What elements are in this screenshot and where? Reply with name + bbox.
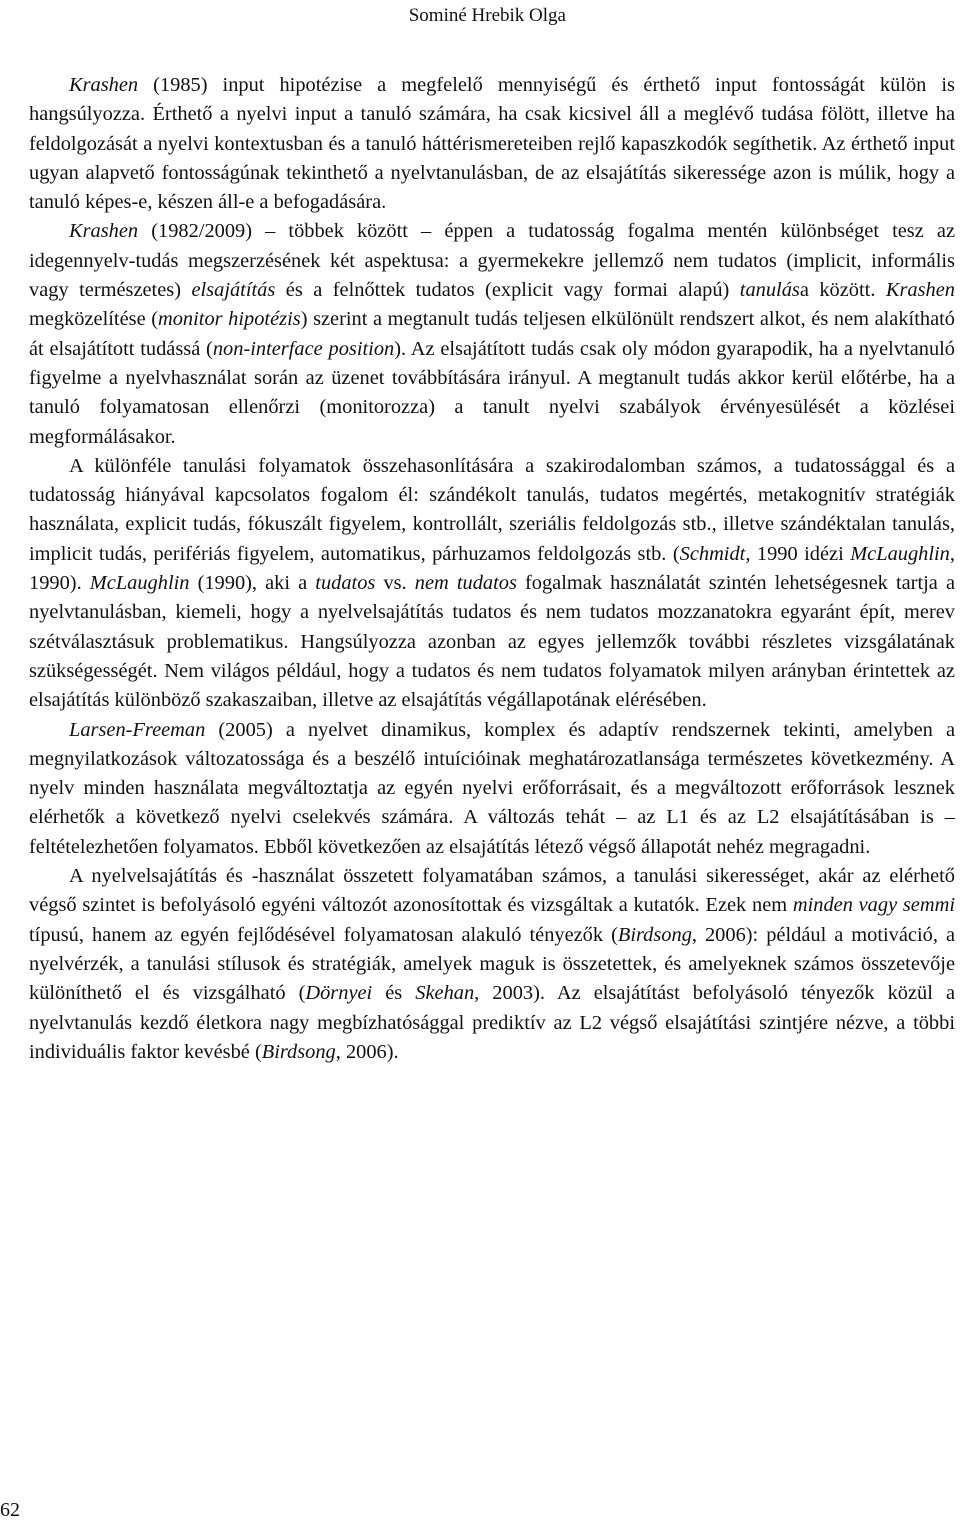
text-run: és	[372, 982, 416, 1005]
italic-text: elsajátítás	[191, 279, 276, 302]
italic-text: Krashen	[69, 220, 139, 243]
italic-text: Krashen	[885, 279, 955, 302]
italic-text: Krashen	[69, 74, 139, 96]
body-text	[29, 71, 955, 1067]
text-run: típusú, hanem az egyén fejlődésével folyamatosan alakuló tényezők (	[29, 923, 618, 946]
text-run: megközelítése (	[29, 308, 159, 331]
running-header: Sominé Hrebik Olga	[408, 5, 566, 26]
text-run: (1990), aki a	[189, 572, 316, 595]
text-run: , 1990 idézi	[745, 542, 851, 565]
italic-text: Birdsong	[617, 923, 692, 946]
paragraph-3	[29, 452, 955, 716]
text-run: , 2006): például a motiváció, a nyelvérzék, a tanulási stílusok és stratégiák, amelyek maguk is összetettek, és amelyeknek számos összetevője különíthető el és vizsgálható (	[29, 923, 955, 1005]
text-run: , 2006).	[335, 1040, 399, 1063]
italic-text: McLaughlin	[89, 572, 190, 595]
italic-text: Skehan	[415, 982, 475, 1005]
italic-text: minden vagy semmi	[792, 894, 955, 917]
text-run: ) szerint a megtanult tudás teljesen elkülönült rendszert alkot, és nem alakítható át elsajátított tudássá (	[29, 308, 955, 360]
italic-text: monitor hipotézis	[158, 308, 301, 331]
text-run: ). Az elsajátított tudás csak oly módon gyarapodik, ha a nyelvtanuló figyelme a nyelvhasználat során az üzenet továbbítására irányul. A megtanult tudás akkor kerül előtérbe, ha a tanuló folyamatosan ellenőrzi (monitorozza) a tanult nyelvi szabályok érvényesülését a közlései megformálásakor.	[29, 337, 955, 448]
text-run: vs.	[375, 572, 415, 595]
text-run: -	[125, 718, 133, 741]
paragraph-4	[29, 716, 955, 862]
text-run: fogalmak használatát szintén lehetségesnek tartja a nyelvtanulásban, kiemeli, hogy a nyelvelsajátítás tudatos és nem tudatos mozzanatokra egyaránt épít, merev szétválasztásuk problematikus. Hangsúlyozza azonban az egyes jellemzők további részletes vizsgálatának szükségességét. Nem világos például, hogy a tudatos és nem tudatos folyamatok milyen arányban érintettek az elsajátítás különböző szakaszaiban, illetve az elsajátítás végállapotának elérésében.	[29, 572, 956, 712]
italic-text: Schmidt	[679, 542, 746, 565]
italic-text: Larsen	[69, 718, 126, 741]
text-run: A nyelvelsajátítás és -használat összetett folyamatában számos, a tanulási sikerességet, akár az elérhető végső szintet is befolyásoló egyéni változót azonosítottak és vizsgáltak a kutatók. Ezek nem	[29, 865, 955, 917]
text-run: (1982/2009) – többek között – éppen a tudatosság fogalma mentén különbséget tesz az idegennyelv-tudás megszerzésének két aspektusa: a gyermekekre jellemző nem tudatos (implicit, informális vagy természetes)	[29, 220, 955, 302]
italic-text: McLaughlin	[850, 542, 950, 565]
text-run: A különféle tanulási folyamatok összehasonlítására a szakirodalomban számos, a tudatossággal és a tudatosság hiányával kapcsolatos fogalom él: szándékolt tanulás, tudatos megértés, metakognitív stratégiák használata, explicit tudás, fókuszált figyelem, kontrollált, szeriális feldolgozás stb., illetve szándéktalan tanulás, implicit tudás, perifériás figyelem, automatikus, párhuzamos feldolgozás stb. (	[29, 454, 955, 565]
italic-text: nem tudatos	[414, 572, 517, 595]
italic-text: tudatos	[315, 572, 376, 595]
italic-text: tanulás	[739, 279, 800, 302]
text-run: , 2003). Az elsajátítást befolyásoló tényezők közül a nyelvtanulás kezdő életkora nagy megbízhatósággal prediktív az L2 végső elsajátítási szintjére nézve, a többi individuális faktor kevésbé (	[29, 982, 955, 1063]
italic-text: Freeman	[132, 718, 206, 741]
paragraph-1	[29, 71, 955, 217]
paragraph-5	[29, 862, 955, 1067]
text-run: , 1990).	[29, 542, 955, 595]
page-number: 62	[0, 1499, 20, 1521]
text-run: (1985) input hipotézise a megfelelő mennyiségű és érthető input fontosságát külön is hangsúlyozza. Érthető a nyelvi input a tanuló számára, ha csak kicsivel áll a meglévő tudása fölött, illetve ha feldolgozását a nyelvi kontextusban és a tanuló háttérismereteiben rejlő kapaszkodók segíthetik. Az érthető input ugyan alapvető fontosságúnak tekinthető a nyelvtanulásban, de az elsajátítás sikeressége azon is múlik, hogy a tanuló képes-e, készen áll-e a befogadására.	[29, 74, 955, 214]
italic-text: Dörnyei	[305, 982, 373, 1005]
text-run: és a felnőttek tudatos (explicit vagy formai alapú)	[275, 279, 740, 302]
text-run: (2005) a nyelvet dinamikus, komplex és adaptív rendszernek tekinti, amelyben a megnyilatkozások változatossága és a beszélő intuícióinak meghatározatlansága természetes következmény. A nyelv minden használata megváltoztatja az egyén nyelvi erőforrásait, és a megváltozott erőforrások lesznek elérhetők a következő nyelvi cselekvés számára. A változás tehát – az L1 és az L2 elsajátításában is – feltételezhetően folyamatos. Ebből következően az elsajátítás létező végső állapotát nehéz megragadni.	[29, 718, 955, 858]
paragraph-2	[29, 217, 955, 451]
text-run: a között.	[799, 279, 886, 302]
italic-text: non-interface position	[212, 337, 395, 360]
italic-text: Birdsong	[261, 1040, 336, 1063]
